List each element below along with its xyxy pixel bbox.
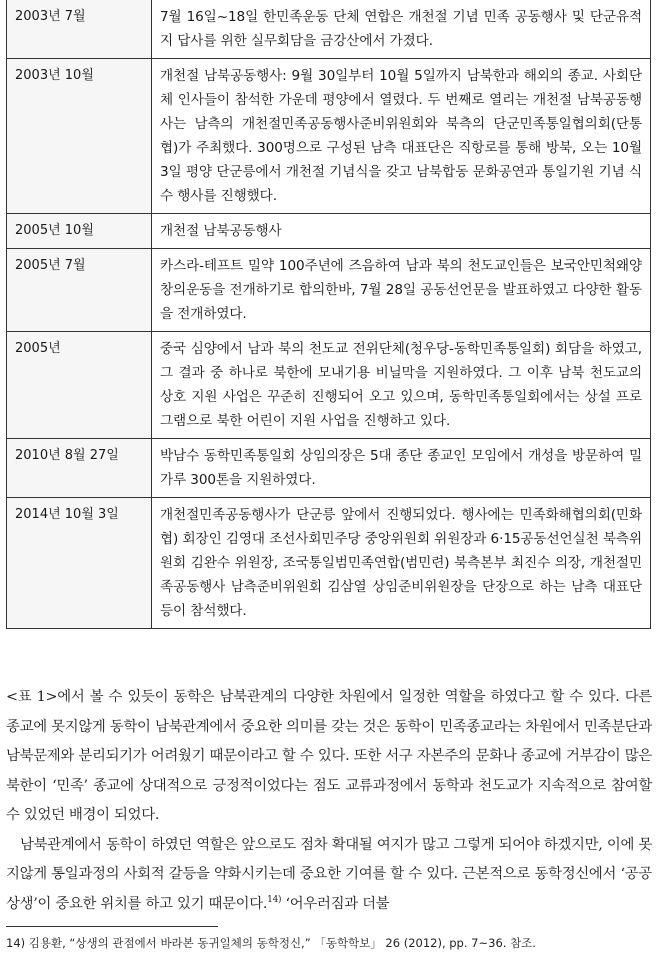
paragraph-2-continuation: ‘어우러짐과 더불 (281, 895, 390, 912)
description-cell: 박남수 동학민족통일회 상임의장은 5대 종단 종교인 모임에서 개성을 방문하여 밀가루 300톤을 지원하였다. (152, 439, 651, 498)
date-cell: 2003년 7월 (7, 0, 152, 59)
paragraph-1: <표 1>에서 볼 수 있듯이 동학은 남북관계의 다양한 차원에서 일정한 역할을 하였다고 할 수 있다. 다른 종교에 못지않게 동학이 남북관계에서 중요한 의미를 갖는 것은 동학이 민족종교라는 차원에서 민족분단과 남북문제와 분리되기가 어려웠기 때문이라고 할 수 있다. 또한 서구 자본주의 문화나 종교에 거부감이 많은 북한이 ‘민족’ 종교에 상대적으로 긍정적이었다는 점도 교류과정에서 동학과 천도교가 지속적으로 참여할 수 있었던 배경이 되었다. (6, 689, 652, 823)
date-cell: 2005년 10월 (7, 214, 152, 249)
description-cell: 중국 심양에서 남과 북의 천도교 전위단체(청우당-동학민족통일회) 회담을 하였고, 그 결과 중 하나로 북한에 모내기용 비닐막을 지원하였다. 그 이후 남북 천도교의 상호 지원 사업은 꾸준히 진행되어 오고 있으며, 동학민족통일회에서는 상설 프로그램으로 북한 어린이 지원 사업을 진행하고 있다. (152, 332, 651, 439)
footnote-reference: 14) (267, 894, 282, 905)
date-cell: 2014년 10월 3일 (7, 498, 152, 629)
description-cell: 개천절민족공동행사가 단군릉 앞에서 진행되었다. 행사에는 민족화해협의회(민화협) 회장인 김영대 조선사회민주당 중앙위원회 위원장과 6·15공동선언실천 북측위원회 김완수 위원장, 조국통일범민족연합(범민련) 북측본부 최진수 의장, 개천절민족공동행사 남측준비위원회 김삼열 상임준비위원장을 단장으로 하는 남측 대표단 등이 참석했다. (152, 498, 651, 629)
table-row (7, 59, 651, 214)
paragraph-2 (6, 831, 652, 920)
table-row (7, 0, 651, 59)
table-row (7, 439, 651, 498)
paragraph-2-text: 남북관계에서 동학이 하였던 역할은 앞으로도 점차 확대될 여지가 많고 그렇게 되어야 하겠지만, 이에 못지않게 통일과정의 사회적 갈등을 약화시키는데 중요한 기여를 할 수 있다. 근본적으로 동학정신에서 ‘공공상생’이 중요한 위치를 하고 있기 때문이다. (6, 836, 652, 912)
description-cell: 카스라-테프트 밀약 100주년에 즈음하여 남과 북의 천도교인들은 보국안민척왜양창의운동을 전개하기로 합의한바, 7월 28일 공동선언문을 발표하였고 다양한 활동을 전개하였다. (152, 249, 651, 332)
table-row (7, 214, 651, 249)
footnote: 14) 김용환, “상생의 관점에서 바라본 동귀일체의 동학정신,” 「동학학보」 26 (2012), pp. 7~36. 참조. (6, 936, 536, 950)
table-row (7, 332, 651, 439)
events-table (6, 0, 651, 629)
description-cell: 개천절 남북공동행사: 9월 30일부터 10월 5일까지 남북한과 해외의 종교. 사회단체 인사들이 참석한 가운데 평양에서 열렸다. 두 번째로 열리는 개천절 남북공동행사는 남측의 개천절민족공동행사준비위원회와 북측의 단군민족통일협의회(단통협)가 주최했다. 300명으로 구성된 남측 대표단은 직항로를 통해 방북, 오는 10월 3일 평양 단군릉에서 개천절 기념식을 갖고 남북합동 문화공연과 통일기원 기념 식수 행사를 진행했다. (152, 59, 651, 214)
date-cell: 2010년 8월 27일 (7, 439, 152, 498)
date-cell: 2003년 10월 (7, 59, 152, 214)
table-row (7, 498, 651, 629)
table-row (7, 249, 651, 332)
footnote-divider (6, 926, 218, 927)
description-cell: 7월 16일~18일 한민족운동 단체 연합은 개천절 기념 민족 공동행사 및 단군유적지 답사를 위한 실무회담을 금강산에서 가졌다. (152, 0, 651, 59)
description-cell: 개천절 남북공동행사 (152, 214, 651, 249)
date-cell: 2005년 7월 (7, 249, 152, 332)
body-text (6, 683, 652, 919)
date-cell: 2005년 (7, 332, 152, 439)
